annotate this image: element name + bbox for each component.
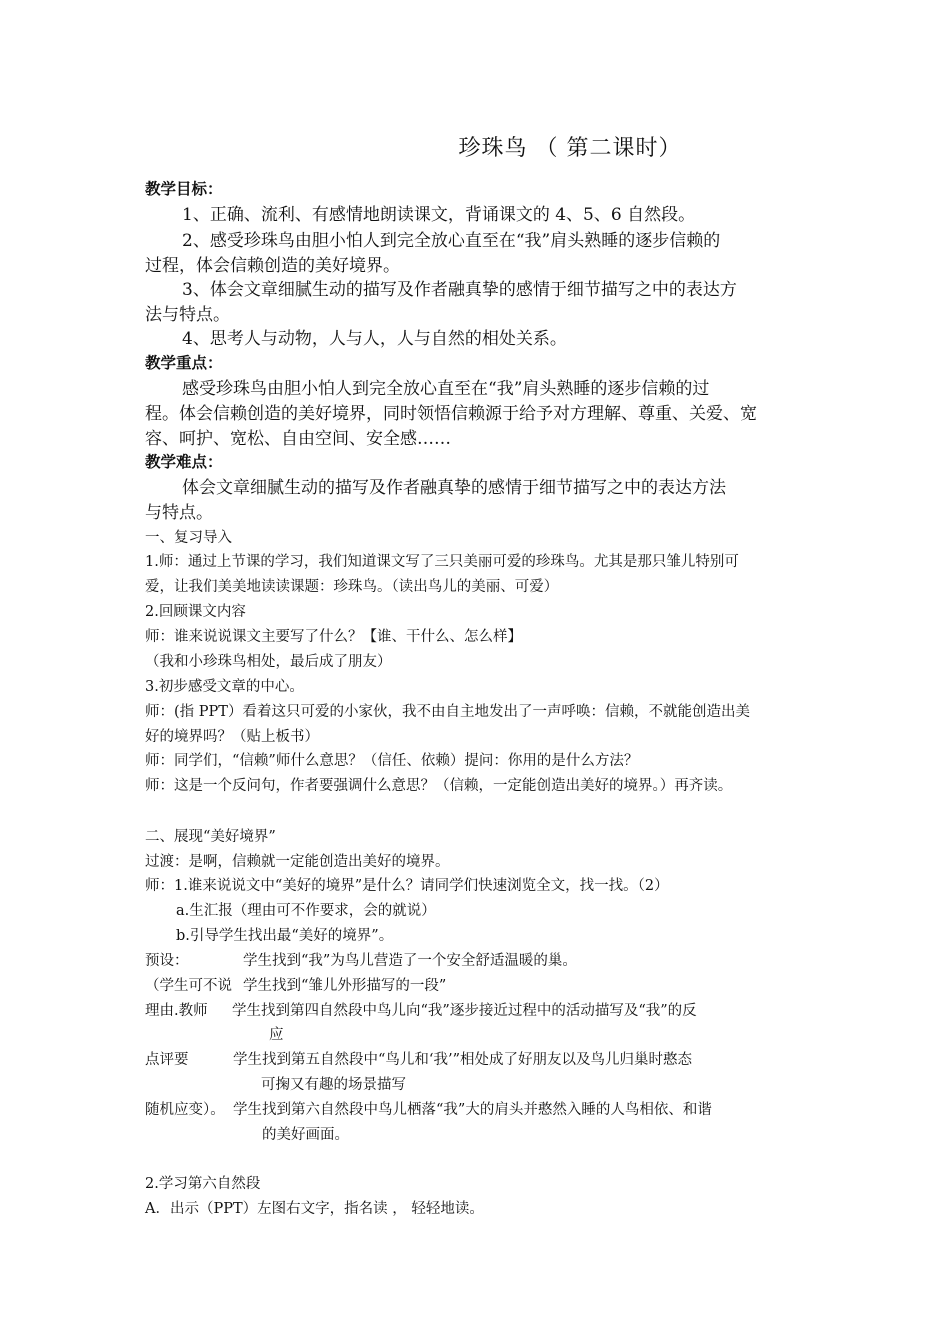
document-title: 珍珠鸟 （ 第二课时） xyxy=(458,136,682,161)
preset-item: 学生找到“雏儿外形描写的一段” xyxy=(243,978,447,994)
objective-line: 4、思考人与动物，人与人，人与自然的相处关系。 xyxy=(182,329,567,349)
preset-item: 学生找到第五自然段中“鸟儿和‘我’”相处成了好朋友以及鸟儿归巢时憨态 xyxy=(233,1052,693,1068)
section-heading: 二、展现“美好境界” xyxy=(145,829,276,845)
section-heading: 一、复习导入 xyxy=(145,530,232,546)
body-line: 过渡：是啊，信赖就一定能创造出美好的境界。 xyxy=(145,854,450,870)
keypoint-line: 程。体会信赖创造的美好境界，同时领悟信赖源于给予对方理解、尊重、关爱、宽 xyxy=(145,404,757,424)
preset-item: 学生找到“我”为鸟儿营造了一个安全舒适温暖的巢。 xyxy=(243,953,577,969)
preset-item: 学生找到第四自然段中鸟儿向“我”逐步接近过程中的活动描写及“我”的反 xyxy=(232,1003,697,1019)
side-note: 理由.教师 xyxy=(145,1003,208,1019)
body-line: 师：这是一个反问句，作者要强调什么意思？（信赖，一定能创造出美好的境界。）再齐读。 xyxy=(145,778,733,794)
objective-line: 过程，体会信赖创造的美好境界。 xyxy=(145,256,400,276)
body-line: 3.初步感受文章的中心。 xyxy=(145,679,304,695)
difficulties-heading: 教学难点： xyxy=(145,452,223,471)
keypoints-heading: 教学重点： xyxy=(145,353,223,372)
side-note: （学生可不说 xyxy=(145,978,232,994)
difficulty-line: 体会文章细腻生动的描写及作者融真挚的感情于细节描写之中的表达方法 xyxy=(182,478,726,498)
preset-label: 预设： xyxy=(145,953,189,969)
preset-item-cont: 应 xyxy=(269,1027,284,1043)
body-line: b.引导学生找出最“美好的境界”。 xyxy=(176,928,394,944)
body-line: 好的境界吗？（贴上板书） xyxy=(145,729,319,745)
body-line: A．出示（PPT）左图右文字，指名读 ， 轻轻地读。 xyxy=(145,1201,484,1217)
objective-line: 2、感受珍珠鸟由胆小怕人到完全放心直至在“我”肩头熟睡的逐步信赖的 xyxy=(182,231,721,251)
body-line: （我和小珍珠鸟相处，最后成了朋友） xyxy=(145,654,392,670)
body-line: 师：(指 PPT）看着这只可爱的小家伙，我不由自主地发出了一声呼唤：信赖，不就能创造出美 xyxy=(145,704,750,720)
body-line: 师：同学们，“信赖”师什么意思？（信任、依赖）提问：你用的是什么方法？ xyxy=(145,753,639,769)
objective-line: 3、体会文章细腻生动的描写及作者融真挚的感情于细节描写之中的表达方 xyxy=(182,280,737,300)
keypoint-line: 感受珍珠鸟由胆小怕人到完全放心直至在“我”肩头熟睡的逐步信赖的过 xyxy=(182,379,710,399)
difficulty-line: 与特点。 xyxy=(145,503,213,523)
preset-item-cont: 可掬又有趣的场景描写 xyxy=(261,1077,406,1093)
body-line: 1.师：通过上节课的学习，我们知道课文写了三只美丽可爱的珍珠鸟。尤其是那只雏儿特别可 xyxy=(145,554,739,570)
side-note: 点评要 xyxy=(145,1052,189,1068)
side-note: 随机应变）。 xyxy=(145,1102,225,1118)
preset-item-cont: 的美好画面。 xyxy=(262,1127,349,1143)
preset-item: 学生找到第六自然段中鸟儿栖落“我”大的肩头并憨然入睡的人鸟相依、和谐 xyxy=(233,1102,712,1118)
section-heading: 2.学习第六自然段 xyxy=(145,1176,261,1192)
objective-line: 1、正确、流利、有感情地朗读课文，背诵课文的 4、5、6 自然段。 xyxy=(182,205,696,225)
objectives-heading: 教学目标： xyxy=(145,179,223,198)
keypoint-line: 容、呵护、宽松、自由空间、安全感…… xyxy=(145,429,451,449)
body-line: a.生汇报（理由可不作要求，会的就说） xyxy=(176,903,436,919)
body-line: 师：1.谁来说说文中“美好的境界”是什么？请同学们快速浏览全文，找一找。（2） xyxy=(145,878,669,894)
objective-line: 法与特点。 xyxy=(145,305,230,325)
body-line: 师：谁来说说课文主要写了什么？【谁、干什么、怎么样】 xyxy=(145,629,522,645)
body-line: 2.回顾课文内容 xyxy=(145,604,246,620)
body-line: 爱，让我们美美地读读课题：珍珠鸟。（读出鸟儿的美丽、可爱） xyxy=(145,579,559,595)
